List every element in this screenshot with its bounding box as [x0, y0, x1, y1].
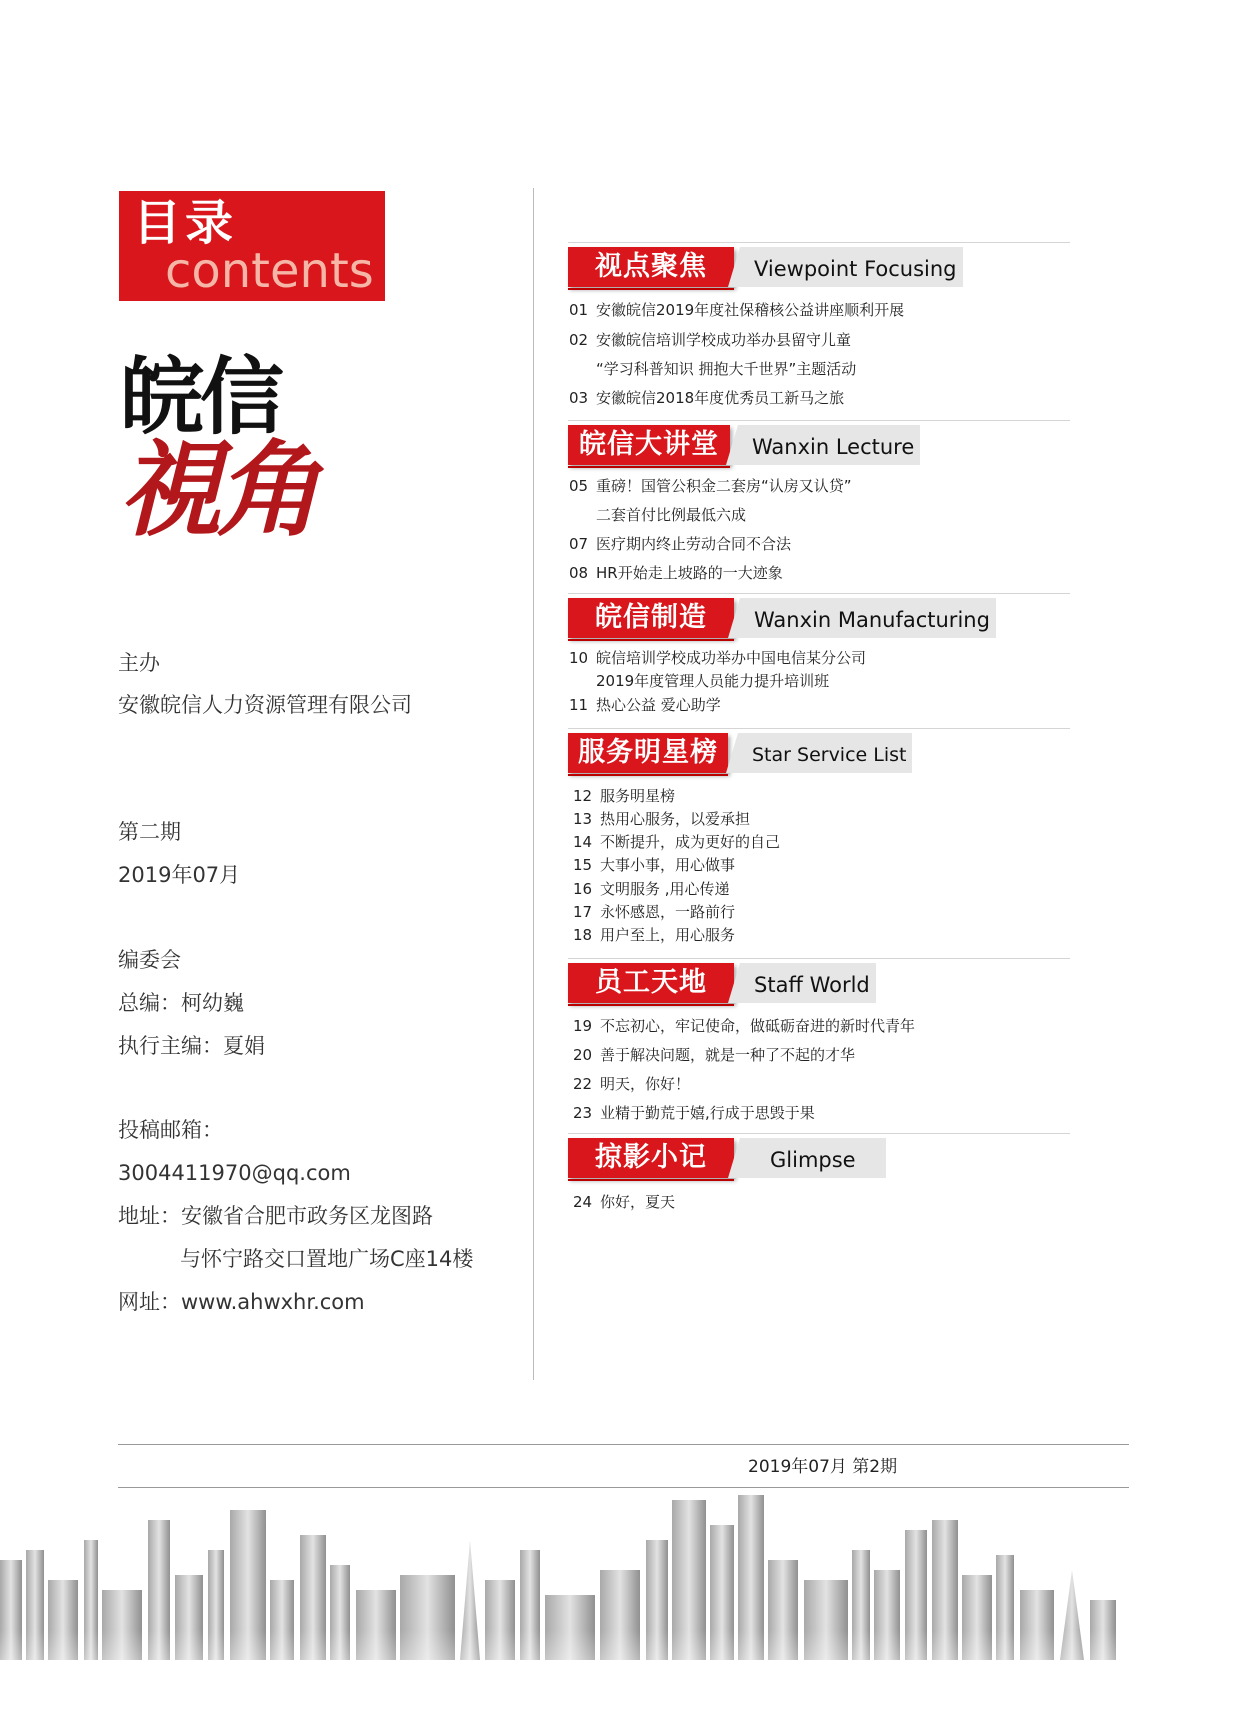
toc-page-number: 02 [569, 331, 589, 349]
toc-item[interactable] [569, 388, 844, 408]
section-rule [568, 420, 1070, 421]
toc-title: 明天，你好！ [600, 1075, 691, 1093]
toc-title: 用户至上，用心服务 [600, 926, 736, 944]
issue-date: 2019年07月 [118, 863, 241, 887]
toc-page-number: 23 [573, 1104, 593, 1122]
toc-page-number: 20 [573, 1046, 593, 1064]
section-title-en [740, 247, 963, 287]
footer-rule-top [118, 1444, 1129, 1445]
toc-title: 文明服务 ,用心传递 [600, 880, 730, 898]
masthead-logo-line2: 視角 [118, 428, 315, 551]
toc-title: 你好，夏天 [600, 1193, 676, 1211]
toc-title: 热心公益 爱心助学 [596, 696, 721, 714]
toc-title: 业精于勤荒于嬉,行成于思毁于果 [600, 1104, 815, 1122]
section-rule [568, 1133, 1070, 1134]
toc-item[interactable] [573, 786, 675, 806]
toc-item[interactable] [573, 1045, 855, 1065]
section-title-zh: 视点聚焦 [568, 247, 734, 287]
section-title-en-text: Staff World [754, 973, 870, 997]
toc-item[interactable] [573, 832, 780, 852]
section-title-en-text: Wanxin Manufacturing [754, 608, 990, 632]
toc-item[interactable] [573, 1192, 675, 1212]
section-title-zh: 员工天地 [568, 963, 734, 1003]
toc-item[interactable] [569, 359, 856, 379]
contents-banner [119, 191, 385, 301]
toc-item[interactable] [573, 902, 735, 922]
toc-page-number: 16 [573, 880, 593, 898]
section-rule [568, 958, 1070, 959]
toc-item[interactable] [569, 300, 904, 320]
toc-item[interactable] [569, 671, 829, 691]
tab-slant [728, 247, 740, 287]
website[interactable]: 网址：www.ahwxhr.com [118, 1290, 365, 1314]
toc-title: 2019年度管理人员能力提升培训班 [596, 672, 830, 690]
email-address[interactable]: 3004411970@qq.com [118, 1161, 351, 1185]
toc-page-number: 17 [573, 903, 593, 921]
toc-item[interactable] [569, 330, 851, 350]
exec-editor: 执行主编：夏娟 [118, 1034, 265, 1058]
section-title-underline [568, 1179, 734, 1181]
column-divider [533, 188, 534, 1380]
toc-item[interactable] [573, 879, 730, 899]
host-name: 安徽皖信人力资源管理有限公司 [118, 693, 412, 717]
section-title-en-text: Star Service List [752, 744, 907, 766]
section-title-underline [568, 774, 728, 776]
section-title-en [738, 733, 912, 773]
toc-title: “学习科普知识 拥抱大千世界”主题活动 [596, 360, 857, 378]
tab-slant [728, 598, 740, 638]
section-title-zh: 掠影小记 [568, 1138, 734, 1178]
toc-page-number: 19 [573, 1017, 593, 1035]
toc-title: 皖信培训学校成功举办中国电信某分公司 [596, 649, 867, 667]
toc-item[interactable] [569, 534, 791, 554]
toc-page-number: 08 [569, 564, 589, 582]
section-title-underline [568, 1004, 734, 1006]
section-title-en-text: Viewpoint Focusing [754, 257, 957, 281]
city-skyline-illustration [0, 1480, 1259, 1719]
section-title-en [740, 963, 876, 1003]
toc-item[interactable] [569, 695, 721, 715]
section-title-zh: 皖信制造 [568, 598, 734, 638]
section-title-underline [568, 466, 730, 468]
section-title-underline [568, 639, 734, 641]
toc-title: 安徽皖信培训学校成功举办县留守儿童 [596, 331, 852, 349]
tab-slant [726, 425, 738, 465]
section-rule [568, 242, 1070, 243]
section-title-en [738, 425, 920, 465]
chief-editor: 总编：柯幼巍 [118, 991, 244, 1015]
address-line-1: 地址：安徽省合肥市政务区龙图路 [118, 1204, 433, 1228]
toc-title: 医疗期内终止劳动合同不合法 [596, 535, 792, 553]
section-rule [568, 593, 1070, 594]
toc-title: 不断提升，成为更好的自己 [600, 833, 781, 851]
section-title-en [740, 1138, 886, 1178]
toc-title: 大事小事，用心做事 [600, 856, 736, 874]
toc-item[interactable] [573, 925, 735, 945]
host-label: 主办 [118, 651, 160, 675]
toc-title: 二套首付比例最低六成 [596, 506, 747, 524]
section-rule [568, 728, 1070, 729]
section-title-zh: 服务明星榜 [568, 733, 728, 773]
toc-item[interactable] [569, 505, 746, 525]
tab-slant [728, 1138, 740, 1178]
toc-item[interactable] [569, 563, 783, 583]
toc-title: 安徽皖信2018年度优秀员工新马之旅 [596, 389, 845, 407]
toc-page-number: 01 [569, 301, 589, 319]
toc-title: 安徽皖信2019年度社保稽核公益讲座顺利开展 [596, 301, 905, 319]
toc-title: 服务明星榜 [600, 787, 676, 805]
issue-number: 第二期 [118, 820, 181, 844]
email-label: 投稿邮箱： [118, 1118, 223, 1142]
toc-page-number: 14 [573, 833, 593, 851]
toc-item[interactable] [573, 1074, 690, 1094]
toc-page-number: 18 [573, 926, 593, 944]
address-line-2: 与怀宁路交口置地广场C座14楼 [180, 1247, 474, 1271]
committee-label: 编委会 [118, 948, 181, 972]
masthead-logo-line1: 皖信 [120, 348, 281, 446]
section-title-en [740, 598, 996, 638]
section-title-zh: 皖信大讲堂 [568, 425, 730, 465]
toc-page-number: 03 [569, 389, 589, 407]
toc-page-number: 07 [569, 535, 589, 553]
toc-page-number: 24 [573, 1193, 593, 1211]
contents-title-zh: 目录 [133, 195, 238, 251]
toc-page-number: 10 [569, 649, 589, 667]
toc-item[interactable] [573, 1103, 815, 1123]
toc-title: 永怀感恩，一路前行 [600, 903, 736, 921]
section-title-underline [568, 288, 734, 290]
toc-title: 善于解决问题，就是一种了不起的才华 [600, 1046, 856, 1064]
toc-page-number: 15 [573, 856, 593, 874]
tab-slant [728, 963, 740, 1003]
toc-title: 重磅！国管公积金二套房“认房又认贷” [596, 477, 852, 495]
toc-page-number: 12 [573, 787, 593, 805]
footer-date-issue: 2019年07月 第2期 [748, 1457, 898, 1477]
toc-page-number: 22 [573, 1075, 593, 1093]
toc-title: HR开始走上坡路的一大迹象 [596, 564, 783, 582]
section-title-en-text: Glimpse [770, 1148, 856, 1172]
toc-title: 不忘初心，牢记使命，做砥砺奋进的新时代青年 [600, 1017, 916, 1035]
toc-title: 热用心服务，以爱承担 [600, 810, 751, 828]
toc-page-number: 05 [569, 477, 589, 495]
section-title-en-text: Wanxin Lecture [752, 435, 915, 459]
toc-item[interactable] [569, 476, 852, 496]
toc-page-number: 13 [573, 810, 593, 828]
toc-item[interactable] [573, 1016, 915, 1036]
tab-slant [726, 733, 738, 773]
toc-item[interactable] [573, 855, 735, 875]
toc-item[interactable] [573, 809, 750, 829]
toc-page-number: 11 [569, 696, 589, 714]
toc-item[interactable] [569, 648, 866, 668]
contents-title-en: contents [165, 243, 374, 299]
